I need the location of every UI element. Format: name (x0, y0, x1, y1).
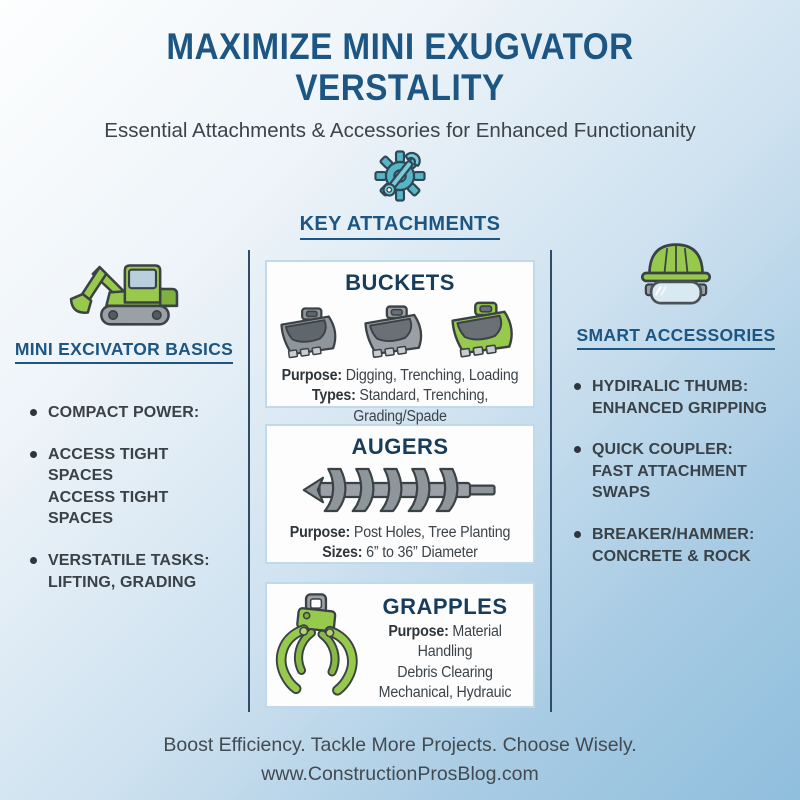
list-item: BREAKER/HAMMER: CONCRETE & ROCK (570, 524, 782, 567)
right-bullet-list (570, 376, 782, 567)
right-section-heading: SMART ACCESSORIES (577, 325, 776, 350)
auger-icon (267, 462, 533, 523)
footer (0, 734, 800, 792)
card-text: GRAPPLES Purpose: Material Handling Debris Clearing Mechanical, Hydrauic (365, 584, 533, 706)
card-grapples (265, 582, 535, 708)
list-item: QUICK COUPLER: FAST ATTACHMENT SWAPS (570, 439, 782, 504)
card-buckets (265, 260, 535, 425)
page-subtitle: Essential Attachments & Accessories for Enhanced Functionanity (104, 118, 696, 142)
list-item: VERSTATILE TASKS: LIFTING, GRADING (26, 550, 222, 593)
page-title (40, 26, 760, 109)
card-text: Purpose: Digging, Trenching, Loading Types: Standard, Trenching, Grading/Spade (281, 367, 519, 425)
section-mini-excavator-basics (0, 250, 248, 712)
title-line-2: VERSTALITY (295, 67, 505, 109)
bucket-trenching-icon (355, 302, 437, 366)
title-line-1: MAXIMIZE MINI EXUGVATOR (166, 26, 634, 67)
list-item: HYDIRALIC THUMB: ENHANCED GRIPPING (570, 376, 782, 419)
key-attachments-header (0, 148, 800, 240)
section-key-attachments (248, 250, 552, 712)
card-title: AUGERS (351, 434, 449, 459)
bucket-standard-icon (271, 304, 351, 366)
key-attachments-heading: KEY ATTACHMENTS (300, 213, 501, 240)
card-title: BUCKETS (345, 270, 455, 295)
footer-tagline: Boost Efficiency. Tackle More Projects. Choose Wisely. (163, 734, 637, 756)
grapple-icon (267, 584, 365, 706)
left-bullet-list (26, 402, 222, 593)
list-item: ACCESS TIGHT SPACES ACCESS TIGHT SPACES (26, 444, 222, 530)
section-smart-accessories (552, 250, 800, 712)
card-title: GRAPPLES (382, 594, 508, 619)
left-section-heading: MINI EXCIVATOR BASICS (15, 339, 233, 364)
bucket-grading-icon (441, 298, 529, 366)
hardhat-goggles-icon (633, 234, 719, 312)
mini-excavator-icon (53, 252, 195, 326)
list-item: COMPACT POWER: (26, 402, 222, 424)
footer-website-url: www.ConstructionProsBlog.com (261, 763, 539, 785)
card-augers (265, 424, 535, 564)
main-columns (0, 250, 800, 712)
bucket-icons (267, 298, 533, 366)
card-text: Purpose: Post Holes, Tree Planting Sizes: 6” to 36” Diameter (289, 524, 511, 562)
header (0, 26, 800, 143)
gear-wrench-icon (372, 148, 428, 204)
